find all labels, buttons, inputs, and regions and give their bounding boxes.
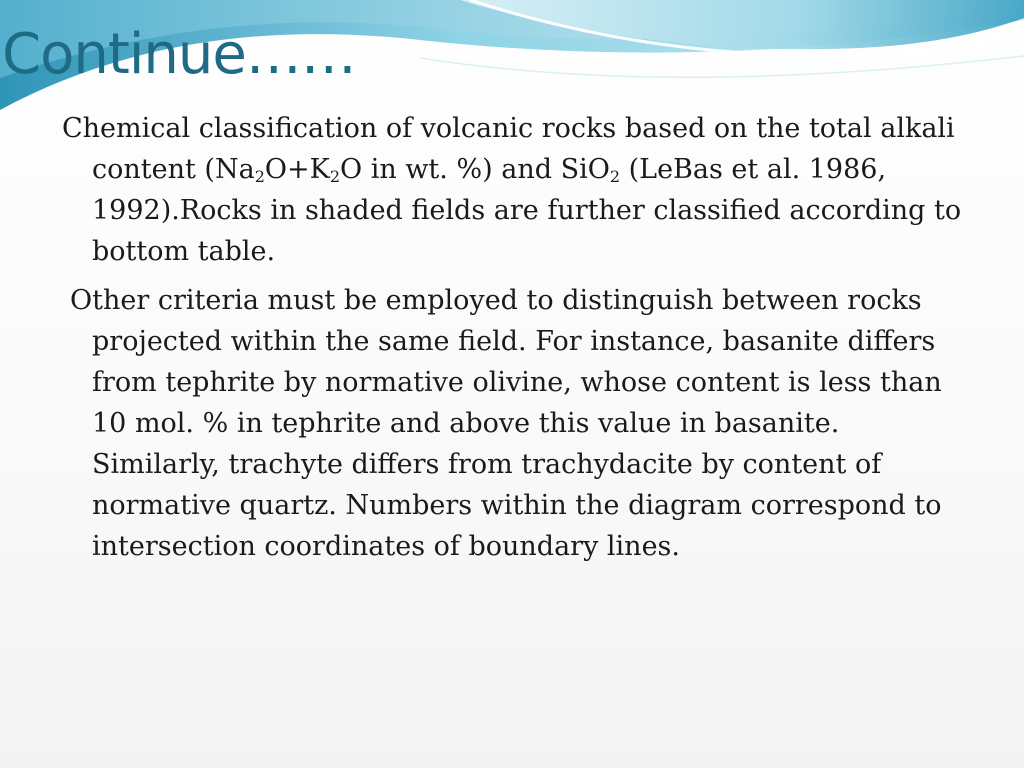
slide-title: Continue…… xyxy=(2,22,356,87)
paragraph-text: (LeBas et al. 1986, 1992).Rocks in shaded fields are further classified according to bottom table. xyxy=(92,154,962,267)
subscript: 2 xyxy=(329,167,340,186)
paragraph-text: O+K xyxy=(264,154,330,185)
paragraph-classification xyxy=(62,108,962,272)
subscript: 2 xyxy=(609,167,621,186)
subscript: 2 xyxy=(254,167,265,186)
paragraph-text: O in wt. %) and SiO xyxy=(340,154,610,185)
slide-body xyxy=(62,108,962,567)
paragraph-text: Chemical classification of volcanic rocks based on the total alkali content (Na xyxy=(62,113,955,185)
paragraph-other-criteria: Other criteria must be employed to distinguish between rocks projected within the same field. For instance, basanite differs from tephrite by normative olivine, whose content is less than 10 mol. % in tephrite and above this value in basanite. Similarly, trachyte differs from trachydacite by content of normative quartz. Numbers within the diagram correspond to intersection coordinates of boundary lines. xyxy=(70,285,942,562)
